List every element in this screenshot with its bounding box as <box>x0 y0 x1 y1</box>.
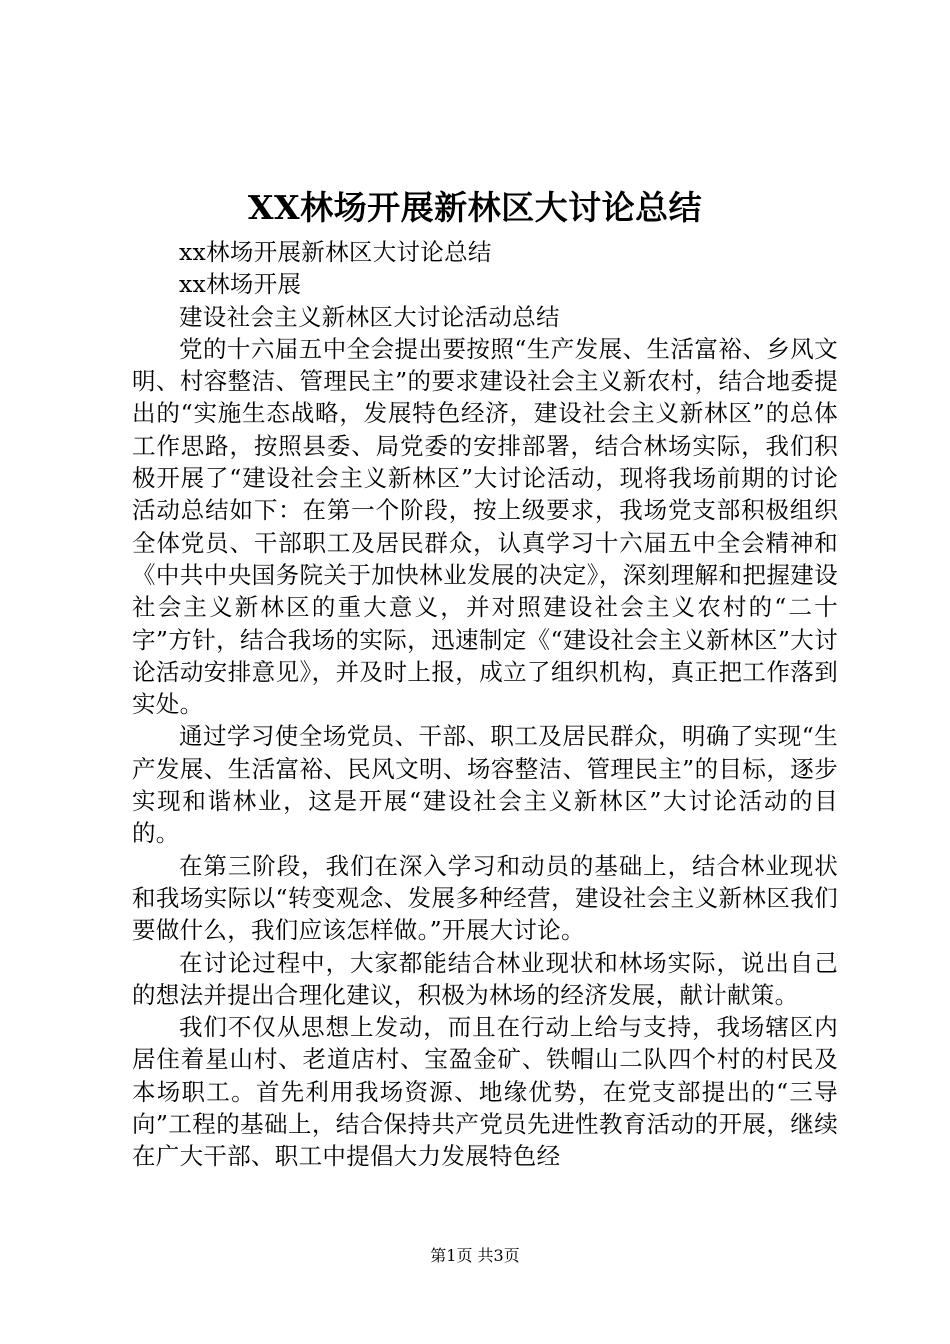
paragraph: 建设社会主义新林区大讨论活动总结 <box>179 302 560 331</box>
page-footer: 第1页 共3页 <box>430 1246 520 1265</box>
paragraph: xx林场开展新林区大讨论总结 <box>179 238 492 266</box>
document-title: XX林场开展新林区大讨论总结 <box>247 188 703 227</box>
paragraph: 通过学习使全场党员、干部、职工及居民群众，明确了实现“生产发展、生活富裕、民风文明、场容整洁、管理民主”的目标，逐步实现和谐林业，这是开展“建设社会主义新林区”大讨论活动的目的。 <box>132 722 838 848</box>
document-body <box>132 236 838 1173</box>
paragraph: 在第三阶段，我们在深入学习和动员的基础上，结合林业现状和我场实际以“转变观念、发展多种经营，建设社会主义新林区我们要做什么，我们应该怎样做。”开展大讨论。 <box>132 851 838 945</box>
paragraph: 在讨论过程中，大家都能结合林业现状和林场实际，说出自己的想法并提出合理化建议，积极为林场的经济发展，献计献策。 <box>132 948 838 1009</box>
paragraph: 党的十六届五中全会提出要按照“生产发展、生活富裕、乡风文明、村容整洁、管理民主”的要求建设社会主义新农村，结合地委提出的“实施生态战略，发展特色经济，建设社会主义新林区”的总体工作思路，按照县委、局党委的安排部署，结合林场实际，我们积极开展了“建设社会主义新林区”大讨论活动，现将我场前期的讨论活动总结如下：在第一个阶段，按上级要求，我场党支部积极组织全体党员、干部职工及居民群众，认真学习十六届五中全会精神和《中共中央国务院关于加快林业发展的决定》，深刻理解和把握建设社会主义新林区的重大意义，并对照建设社会主义农村的“二十字”方针，结合我场的实际，迅速制定《“建设社会主义新林区”大讨论活动安排意见》，并及时上报，成立了组织机构，真正把工作落到实处。 <box>132 334 838 719</box>
paragraph: 我们不仅从思想上发动，而且在行动上给与支持，我场辖区内居住着星山村、老道店村、宝盈金矿、铁帽山二队四个村的村民及本场职工。首先利用我场资源、地缘优势，在党支部提出的“三导向”工程的基础上，结合保持共产党员先进性教育活动的开展，继续在广大干部、职工中提倡大力发展特色经 <box>132 1013 838 1171</box>
paragraph: xx林场开展 <box>179 270 302 299</box>
